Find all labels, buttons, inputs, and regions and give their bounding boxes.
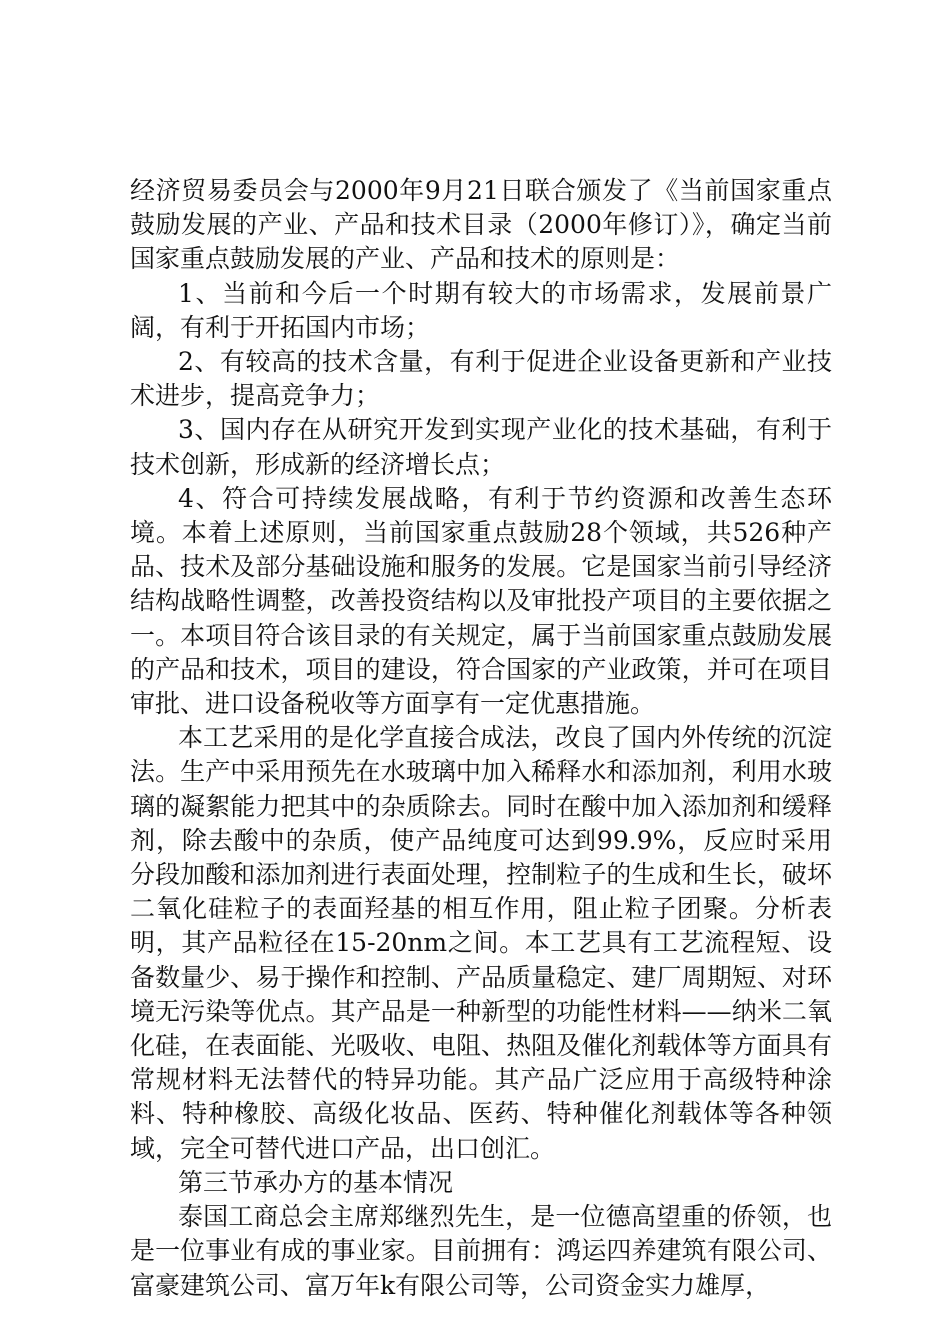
document-body (130, 174, 832, 1303)
paragraph-process: 本工艺采用的是化学直接合成法，改良了国内外传统的沉淀法。生产中采用预先在水玻璃中加入稀释水和添加剂，利用水玻璃的凝絮能力把其中的杂质除去。同时在酸中加入添加剂和缓释剂，除去酸中的杂质，使产品纯度可达到99.9%，反应时采用分段加酸和添加剂进行表面处理，控制粒子的生成和生长，破坏二氧化硅粒子的表面羟基的相互作用，阻止粒子团聚。分析表明，其产品粒径在15-20nm之间。本工艺具有工艺流程短、设备数量少、易于操作和控制、产品质量稳定、建厂周期短、对环境无污染等优点。其产品是一种新型的功能性材料——纳米二氧化硅，在表面能、光吸收、电阻、热阻及催化剂载体等方面具有常规材料无法替代的特异功能。其产品广泛应用于高级特种涂料、特种橡胶、高级化妆品、医药、特种催化剂载体等各种领域，完全可替代进口产品，出口创汇。 (130, 723, 832, 1163)
paragraph-principle-4: 4、符合可持续发展战略，有利于节约资源和改善生态环境。本着上述原则，当前国家重点鼓励28个领域，共526种产品、技术及部分基础设施和服务的发展。它是国家当前引导经济结构战略性调整，改善投资结构以及审批投产项目的主要依据之一。本项目符合该目录的有关规定，属于当前国家重点鼓励发展的产品和技术，项目的建设，符合国家的产业政策，并可在项目审批、进口设备税收等方面享有一定优惠措施。 (130, 483, 832, 719)
section-heading: 第三节承办方的基本情况 (178, 1167, 454, 1197)
paragraph-principle-2: 2、有较高的技术含量，有利于促进企业设备更新和产业技术进步，提高竞争力； (130, 347, 832, 411)
paragraph-principle-3: 3、国内存在从研究开发到实现产业化的技术基础，有利于技术创新，形成新的经济增长点； (130, 415, 832, 479)
paragraph-intro: 经济贸易委员会与2000年9月21日联合颁发了《当前国家重点鼓励发展的产业、产品和技术目录（2000年修订）》，确定当前国家重点鼓励发展的产业、产品和技术的原则是： (130, 176, 832, 274)
paragraph-organizer: 泰国工商总会主席郑继烈先生，是一位德高望重的侨领，也是一位事业有成的事业家。目前拥有：鸿运四养建筑有限公司、富豪建筑公司、富万年k有限公司等，公司资金实力雄厚， (130, 1202, 832, 1300)
paragraph-principle-1: 1、当前和今后一个时期有较大的市场需求，发展前景广阔，有利于开拓国内市场； (130, 278, 832, 342)
